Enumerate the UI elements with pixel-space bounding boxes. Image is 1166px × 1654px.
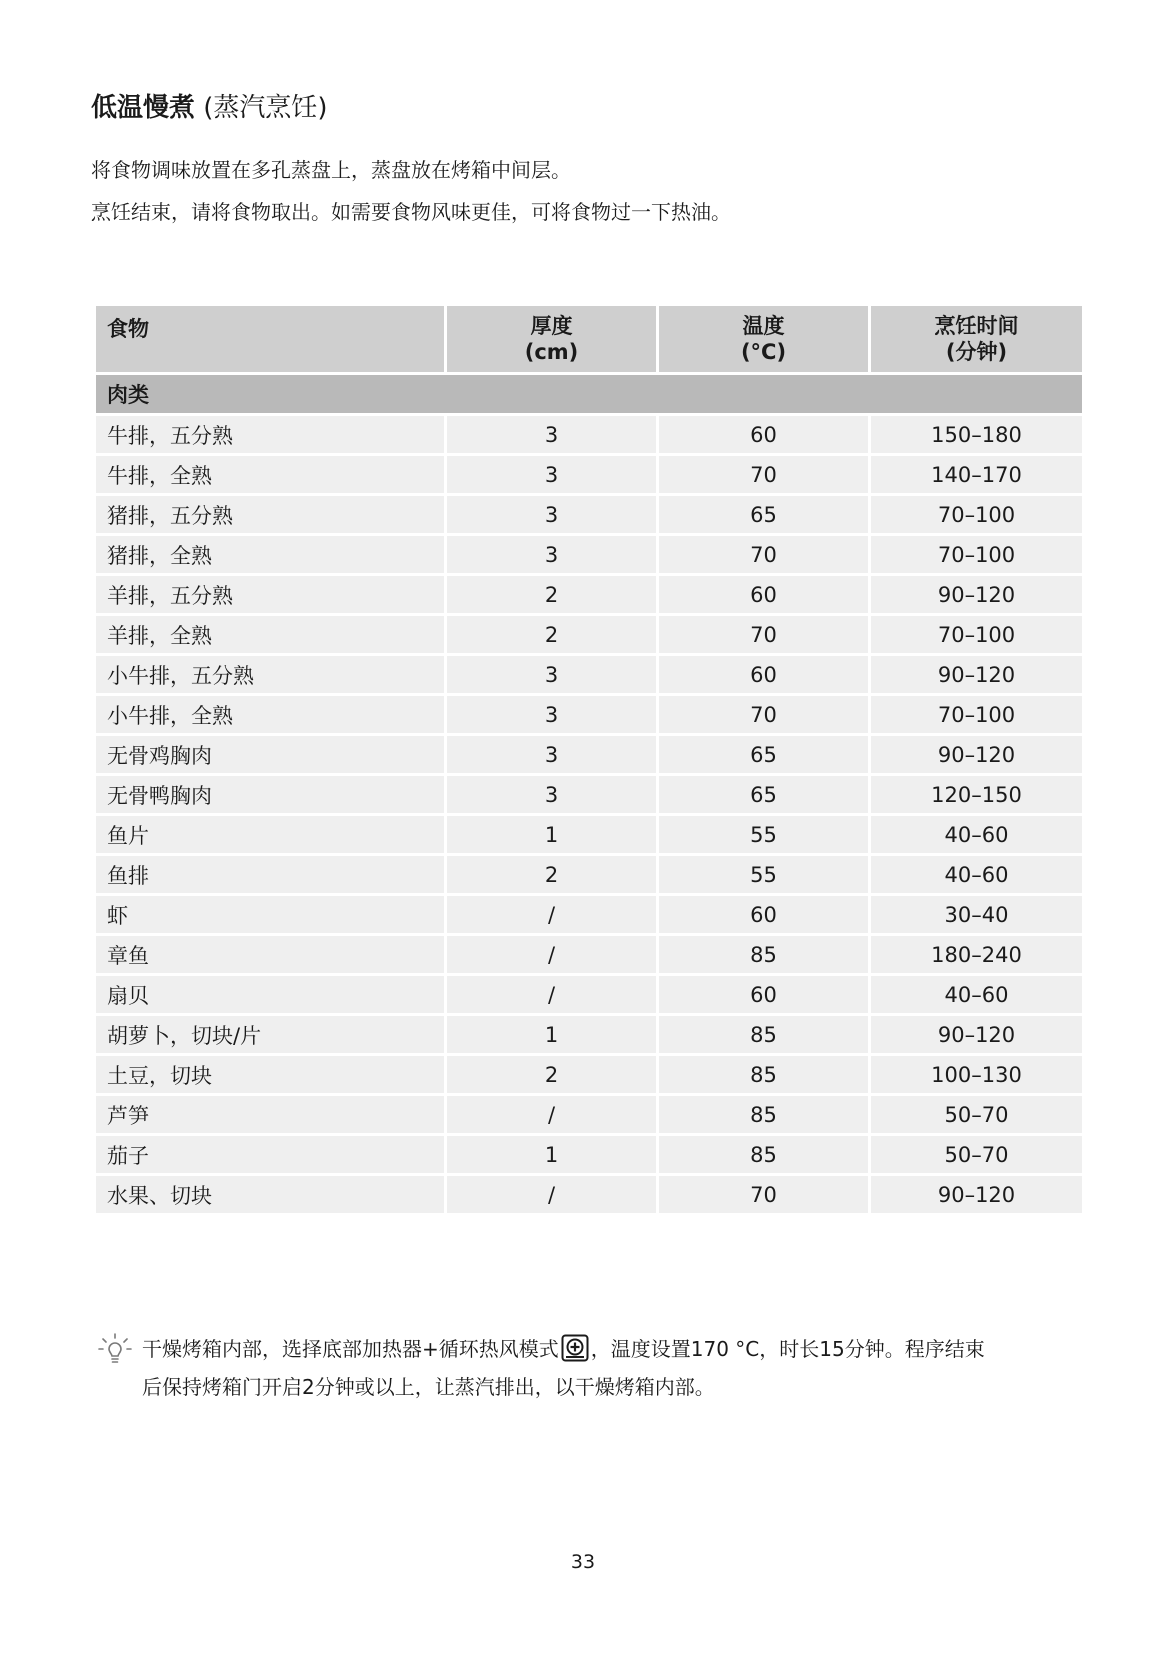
thickness-cell: / [447,933,659,973]
time-cell: 180–240 [871,933,1082,973]
table-row [96,813,1082,853]
intro-line-2: 烹饪结束，请将食物取出。如需要食物风味更佳，可将食物过一下热油。 [91,200,731,224]
temperature-cell: 65 [659,493,871,533]
thickness-cell: 1 [447,1133,659,1173]
thickness-cell: 2 [447,853,659,893]
time-cell: 50–70 [871,1133,1082,1173]
food-cell: 小牛排，五分熟 [96,653,447,693]
temperature-cell: 70 [659,613,871,653]
table-row [96,1013,1082,1053]
thickness-cell: 3 [447,653,659,693]
tip-note [97,1330,1087,1406]
bottom-heat-fan-mode-icon [561,1334,589,1362]
time-cell: 120–150 [871,773,1082,813]
time-cell: 100–130 [871,1053,1082,1093]
tip-text [142,1330,1087,1406]
page-title [91,88,328,128]
time-cell: 150–180 [871,413,1082,453]
table-row [96,1093,1082,1133]
temperature-cell: 85 [659,1133,871,1173]
food-cell: 鱼排 [96,853,447,893]
food-cell: 水果、切块 [96,1173,447,1213]
food-cell: 猪排，全熟 [96,533,447,573]
thickness-cell: / [447,1093,659,1133]
temperature-cell: 60 [659,413,871,453]
table-row [96,893,1082,933]
time-cell: 70–100 [871,613,1082,653]
table-row [96,493,1082,533]
food-cell: 无骨鸡胸肉 [96,733,447,773]
header-temperature-unit: (°C) [740,340,787,364]
time-cell: 70–100 [871,693,1082,733]
temperature-cell: 60 [659,893,871,933]
page-number: 33 [570,1551,596,1573]
time-cell: 90–120 [871,573,1082,613]
temperature-cell: 60 [659,573,871,613]
food-cell: 土豆，切块 [96,1053,447,1093]
time-cell: 50–70 [871,1093,1082,1133]
temperature-cell: 85 [659,1053,871,1093]
food-cell: 小牛排，全熟 [96,693,447,733]
thickness-cell: 3 [447,693,659,733]
thickness-cell: 3 [447,493,659,533]
time-cell: 140–170 [871,453,1082,493]
table-row [96,973,1082,1013]
thickness-cell: 3 [447,733,659,773]
time-cell: 30–40 [871,893,1082,933]
thickness-cell: 1 [447,813,659,853]
food-cell: 芦笋 [96,1093,447,1133]
header-food [96,306,447,372]
time-cell: 90–120 [871,1173,1082,1213]
header-thickness-label: 厚度 [530,314,573,338]
table-row [96,853,1082,893]
thickness-cell: / [447,1173,659,1213]
thickness-cell: 3 [447,773,659,813]
temperature-cell: 85 [659,933,871,973]
table-row [96,1053,1082,1093]
temperature-cell: 85 [659,1013,871,1053]
table-row [96,613,1082,653]
thickness-cell: 3 [447,533,659,573]
header-food-label: 食物 [107,317,149,341]
table-row [96,453,1082,493]
thickness-cell: 3 [447,413,659,453]
header-time-unit: (分钟) [945,340,1008,364]
header-time [871,306,1082,372]
cooking-table [96,306,1082,1213]
food-cell: 猪排，五分熟 [96,493,447,533]
food-cell: 羊排，全熟 [96,613,447,653]
temperature-cell: 70 [659,533,871,573]
food-cell: 羊排，五分熟 [96,573,447,613]
time-cell: 90–120 [871,1013,1082,1053]
time-cell: 90–120 [871,733,1082,773]
header-thickness [447,306,659,372]
time-cell: 40–60 [871,813,1082,853]
header-thickness-unit: (cm) [524,340,579,364]
header-time-label: 烹饪时间 [934,314,1019,338]
table-row [96,693,1082,733]
food-cell: 章鱼 [96,933,447,973]
thickness-cell: 3 [447,453,659,493]
thickness-cell: 1 [447,1013,659,1053]
category-label: 肉类 [96,372,1082,413]
tip-text-part-1: 干燥烤箱内部，选择底部加热器+循环热风模式 [142,1337,559,1361]
temperature-cell: 70 [659,693,871,733]
table-header-row [96,306,1082,372]
table-row [96,653,1082,693]
page-title-main: 低温慢煮 [91,93,196,123]
thickness-cell: 2 [447,573,659,613]
table-row [96,573,1082,613]
thickness-cell: / [447,893,659,933]
food-cell: 扇贝 [96,973,447,1013]
temperature-cell: 65 [659,733,871,773]
time-cell: 40–60 [871,973,1082,1013]
thickness-cell: / [447,973,659,1013]
food-cell: 茄子 [96,1133,447,1173]
food-cell: 无骨鸭胸肉 [96,773,447,813]
intro-line-1: 将食物调味放置在多孔蒸盘上，蒸盘放在烤箱中间层。 [91,158,571,182]
table-row [96,533,1082,573]
tip-text-part-2: ，温度设置170 °C，时长15分钟。程序结束 [590,1337,985,1361]
temperature-cell: 65 [659,773,871,813]
time-cell: 70–100 [871,493,1082,533]
food-cell: 虾 [96,893,447,933]
header-temperature-label: 温度 [742,314,785,338]
time-cell: 40–60 [871,853,1082,893]
lightbulb-icon [97,1332,133,1368]
temperature-cell: 55 [659,853,871,893]
category-row [96,372,1082,413]
temperature-cell: 60 [659,973,871,1013]
food-cell: 胡萝卜，切块/片 [96,1013,447,1053]
tip-text-part-3: 后保持烤箱门开启2分钟或以上，让蒸汽排出，以干燥烤箱内部。 [142,1375,715,1399]
table-row [96,933,1082,973]
time-cell: 70–100 [871,533,1082,573]
food-cell: 牛排，五分熟 [96,413,447,453]
temperature-cell: 60 [659,653,871,693]
thickness-cell: 2 [447,1053,659,1093]
temperature-cell: 70 [659,453,871,493]
table-row [96,1133,1082,1173]
table-row [96,773,1082,813]
time-cell: 90–120 [871,653,1082,693]
food-cell: 鱼片 [96,813,447,853]
page-title-sub: (蒸汽烹饪) [195,93,328,123]
table-row [96,413,1082,453]
food-cell: 牛排，全熟 [96,453,447,493]
table-row [96,1173,1082,1213]
temperature-cell: 85 [659,1093,871,1133]
temperature-cell: 70 [659,1173,871,1213]
thickness-cell: 2 [447,613,659,653]
header-temperature [659,306,871,372]
temperature-cell: 55 [659,813,871,853]
table-row [96,733,1082,773]
